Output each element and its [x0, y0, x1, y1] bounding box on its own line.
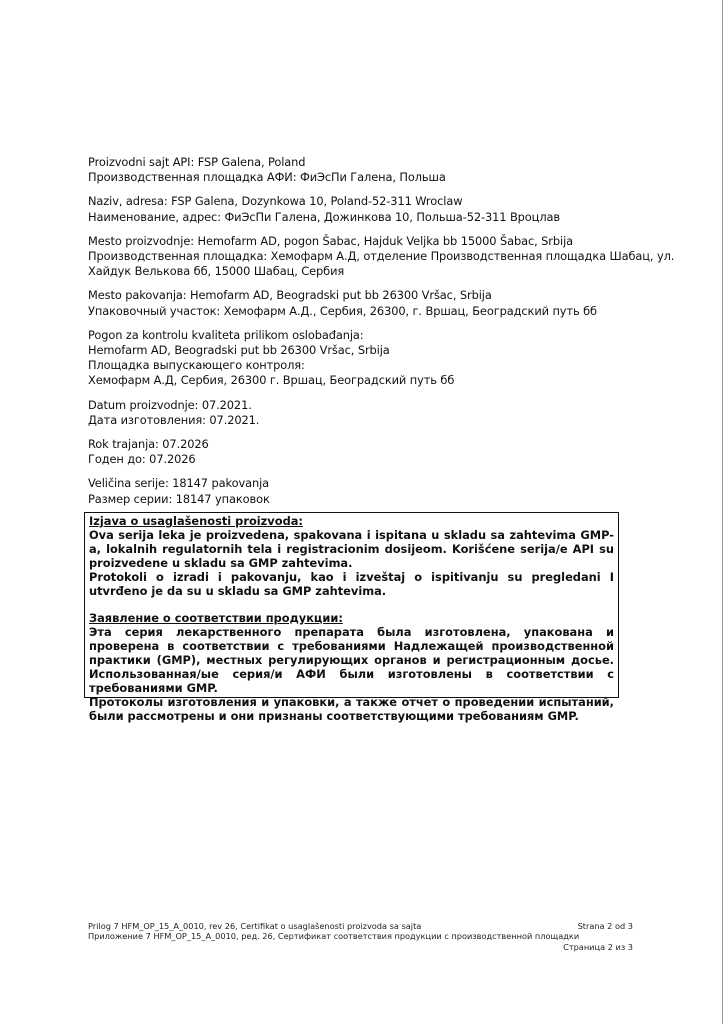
- production-site-sr: Mesto proizvodnje: Hemofarm AD, pogon Šabac, Hajduk Veljka bb 15000 Šabac, Srbija: [88, 233, 574, 248]
- packaging-site-ru: Упаковочный участок: Хемофарм А.Д., Сербия, 26300, г. Вршац, Београдский путь бб: [88, 303, 597, 318]
- production-site-block: [88, 233, 675, 280]
- batch-size-ru: Размер серии: 18147 упаковок: [88, 491, 270, 506]
- release-control-ru-line1: Площадка выпускающего контроля:: [88, 358, 305, 373]
- declaration-heading-ru: Заявление о соответствии продукции:: [89, 610, 343, 625]
- footer-page-sr: Strana 2 od 3: [577, 921, 633, 931]
- release-control-sr-line2: Hemofarm AD, Beogradski put bb 26300 Vršac, Srbija: [88, 343, 390, 358]
- production-site-ru-line2: Хайдук Велькова бб, 15000 Шабац, Сербия: [88, 264, 345, 279]
- api-site-sr: Proizvodni sajt API: FSP Galena, Poland: [88, 155, 306, 169]
- packaging-site-sr: Mesto pakovanja: Hemofarm AD, Beogradski put bb 26300 Vršac, Srbija: [88, 288, 492, 303]
- production-date-block: [88, 398, 668, 428]
- packaging-site-block: [88, 288, 668, 318]
- batch-size-sr: Veličina serije: 18147 pakovanja: [88, 476, 270, 491]
- declaration-para2-sr: Protokoli o izradi i pakovanju, kao i izveštaj o ispitivanju su pregledani I utvrđeno je da su u skladu sa GMP zahtevima.: [89, 570, 614, 599]
- declaration-heading-sr: Izjava o usaglašenosti proizvoda:: [89, 514, 303, 528]
- footer-attachment-sr: Prilog 7 HFM_OP_15_A_0010, rev 26, Certifikat o usaglašenosti proizvoda sa sajta: [88, 921, 422, 931]
- name-address-sr: Naziv, adresa: FSP Galena, Dozynkowa 10, Poland-52-311 Wroclaw: [88, 194, 463, 209]
- declaration-para1-ru: Эта серия лекарственного препарата была изготовлена, упакована и проверена в соответствии с требованиями Надлежащей производственной практики (GMP), местных регулирующих органов и регистрационным досье. Использованная/ые серия/и АФИ были изготовлены в соответствии с требованиями GMP.: [89, 624, 614, 696]
- page-footer: [88, 921, 633, 952]
- name-address-block: [88, 194, 668, 224]
- footer-row-ru: [88, 931, 633, 941]
- production-date-ru: Дата изготовления: 07.2021.: [88, 412, 260, 427]
- release-control-sr-line1: Pogon za kontrolu kvaliteta prilikom oslobađanja:: [88, 327, 364, 342]
- conformity-declaration-box: [84, 512, 619, 724]
- expiry-block: [88, 437, 668, 467]
- release-control-ru-line2: Хемофарм А.Д, Сербия, 26300 г. Вршац, Београдский путь бб: [88, 373, 455, 388]
- document-body: [88, 155, 675, 507]
- expiry-sr: Rok trajanja: 07.2026: [88, 437, 209, 452]
- declaration-section-gap: [89, 599, 614, 611]
- page-edge-line: [722, 0, 723, 1024]
- batch-size-block: [88, 476, 668, 506]
- production-date-sr: Datum proizvodnje: 07.2021.: [88, 397, 252, 412]
- footer-row-sr: [88, 921, 633, 931]
- footer-row-ru-page: [88, 942, 633, 952]
- footer-attachment-ru: Приложение 7 HFM_OP_15_A_0010, ред. 26, Сертификат соответствия продукции с производственной площадки: [88, 931, 580, 942]
- api-site-block: [88, 155, 668, 185]
- expiry-ru: Годен до: 07.2026: [88, 452, 196, 467]
- name-address-ru: Наименование, адрес: ФиЭсПи Галена, Дожинкова 10, Польша-52-311 Вроцлав: [88, 209, 560, 224]
- declaration-para2-ru: Протоколы изготовления и упаковки, а также отчет о проведении испытаний, были рассмотрены и они признаны соответствующими требованиям GMP.: [89, 695, 614, 724]
- declaration-para1-sr: Ova serija leka je proizvedena, spakovana i ispitana u skladu sa zahtevima GMP-a, lokalnih regulatornih tela i registracionim dosijeom. Korišćene serija/e API su proizvedene u skladu sa GMP zahtevima.: [89, 528, 614, 571]
- production-site-ru-line1: Производственная площадка: Хемофарм А.Д, отделение Производственная площадка Шабац, ул.: [88, 249, 675, 264]
- api-site-ru: Производственная площадка АФИ: ФиЭсПи Галена, Польша: [88, 170, 446, 185]
- footer-page-ru: Страница 2 из 3: [563, 941, 633, 952]
- release-control-block: [88, 328, 668, 389]
